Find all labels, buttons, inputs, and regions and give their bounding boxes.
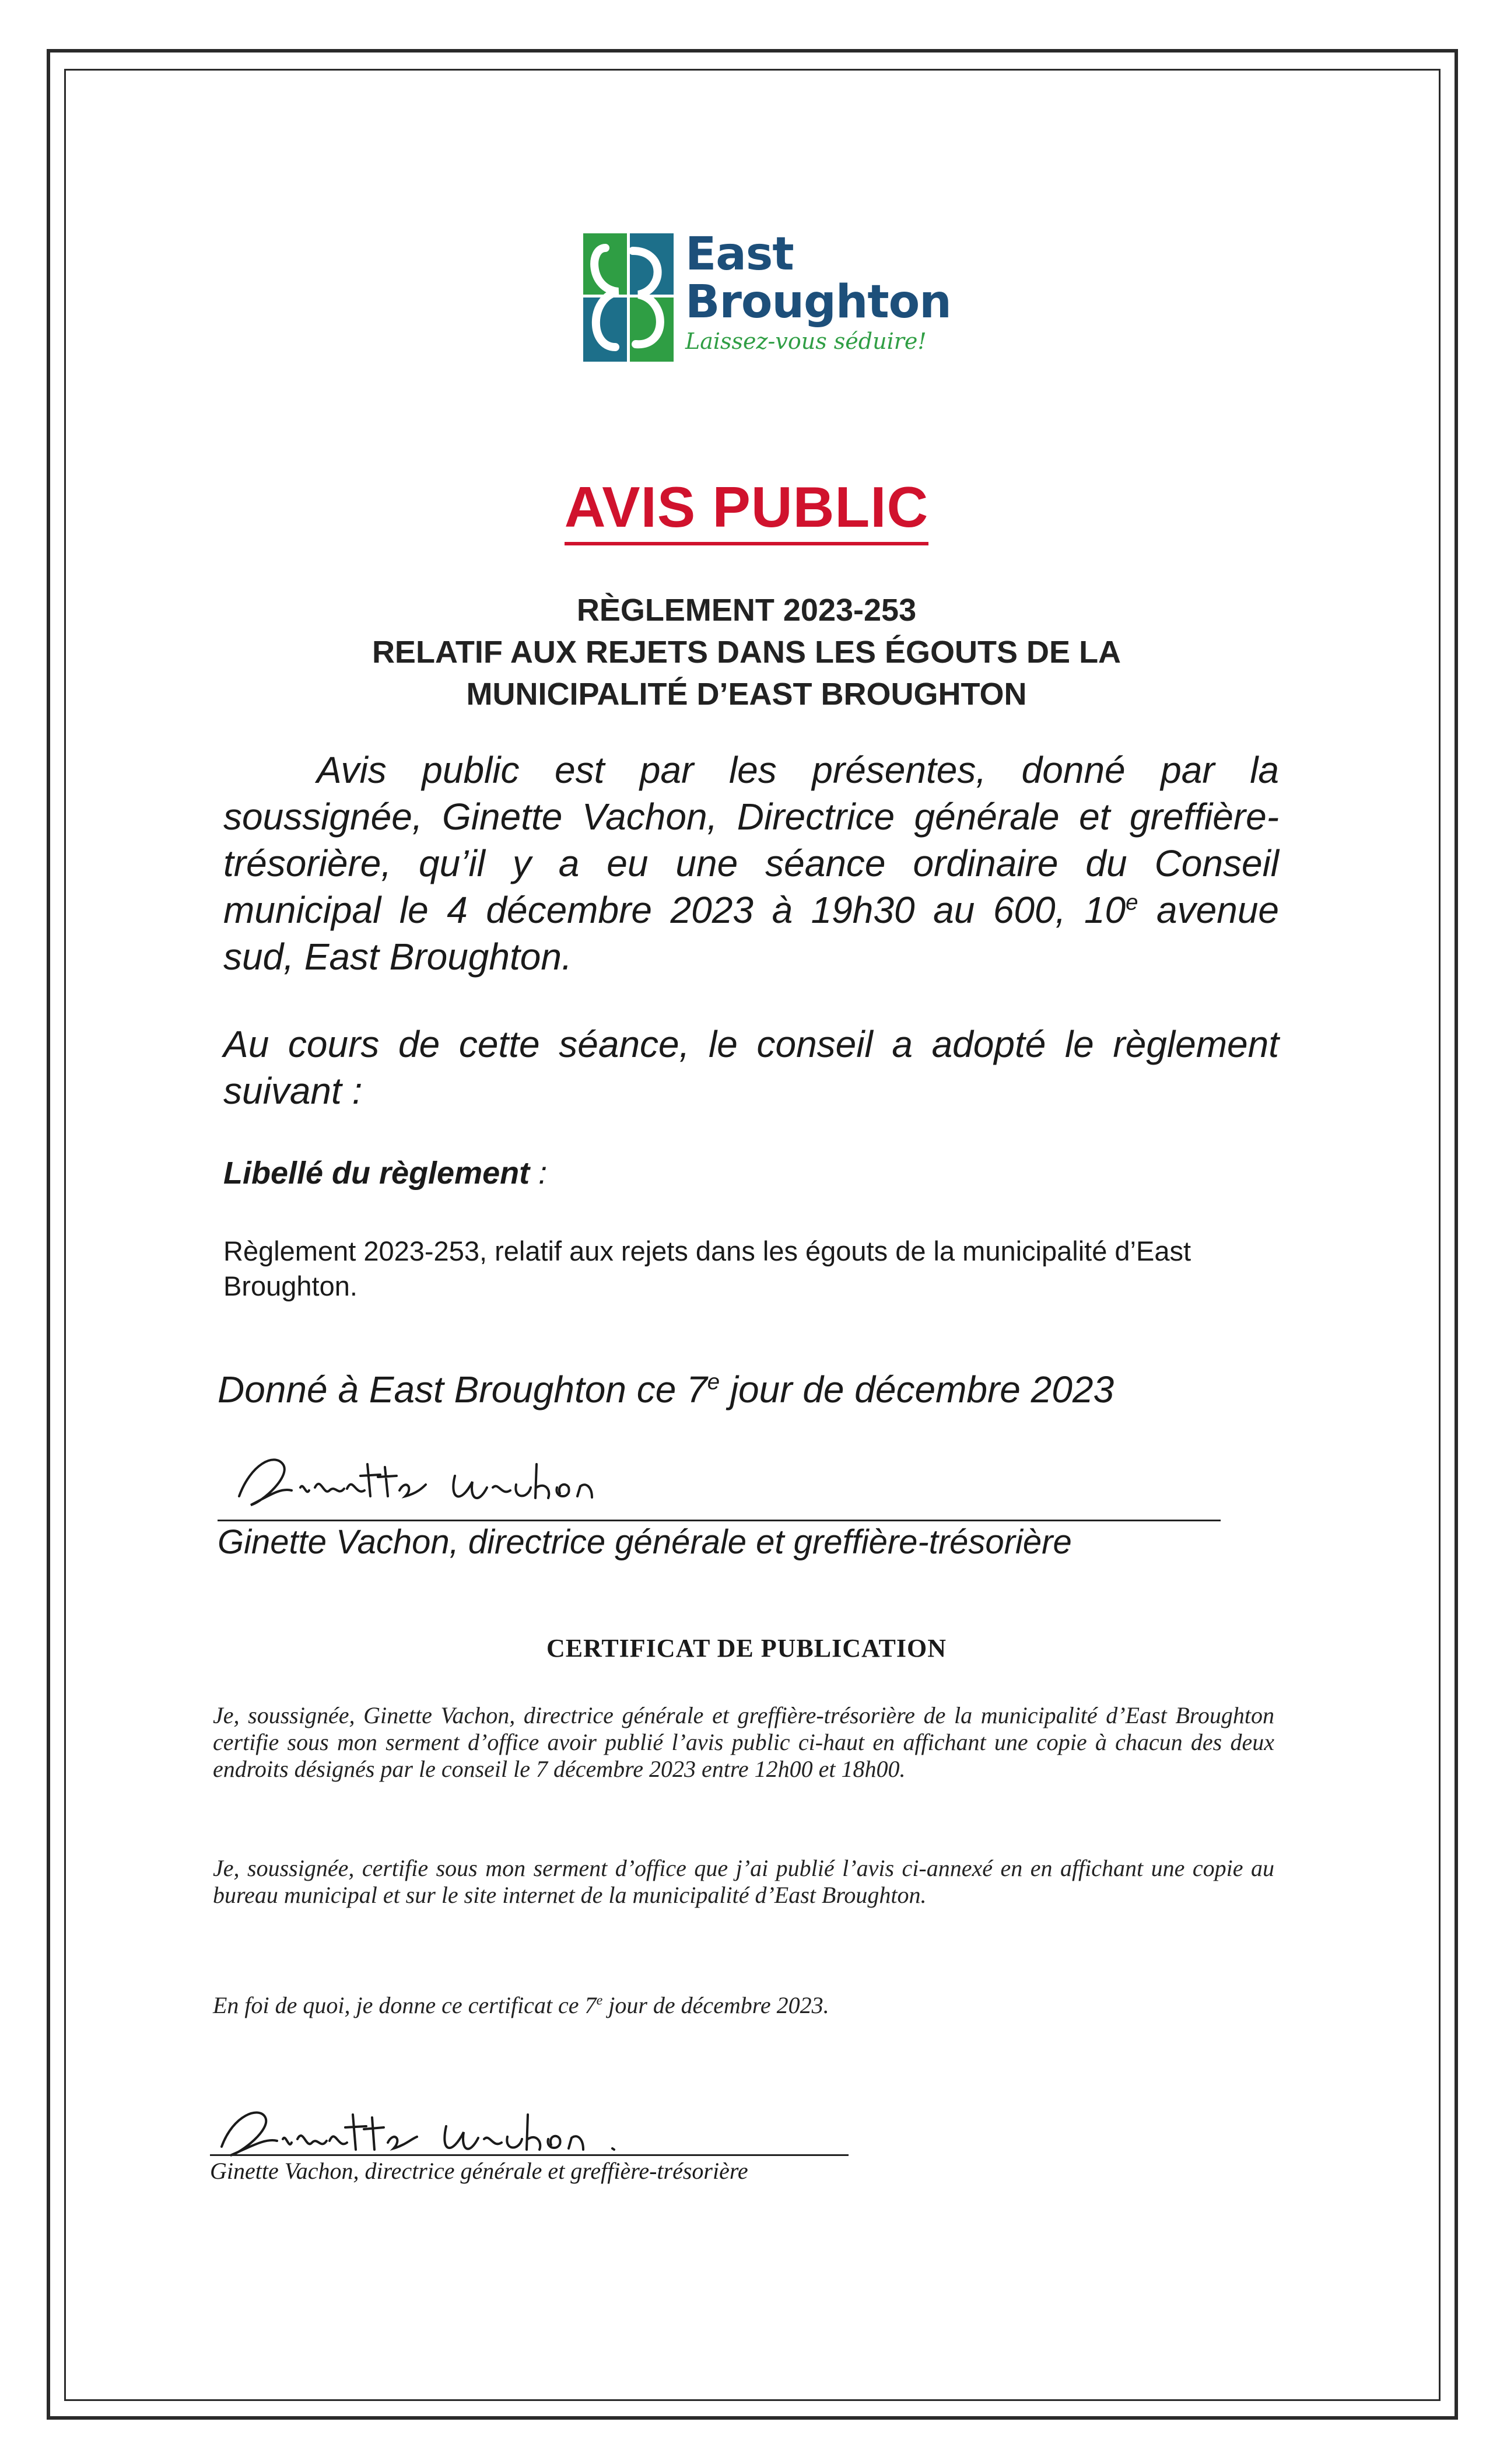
handwritten-signature-2 (210, 2097, 630, 2161)
notice-paragraph-1 (223, 747, 1279, 980)
certificate-paragraph-3 (213, 1992, 1274, 2019)
heading-line-1: RÈGLEMENT 2023-253 (576, 593, 917, 628)
regulation-label (223, 1155, 547, 1191)
signature-line-2 (210, 2154, 849, 2156)
cert-para3-part-b: jour de décembre 2023. (602, 1992, 829, 2018)
certificate-paragraph-1: Je, soussignée, Ginette Vachon, directrice générale et greffière-trésorière de la municipalité d’East Broughton certifie sous mon serment d’office avoir publié l’avis public ci-haut en affichant une copie à chacun des deux endroits désignés par le conseil le 7 décembre 2023 entre 12h00 et 18h00. (213, 1702, 1274, 1782)
regulation-label-text: Libellé du règlement (223, 1156, 530, 1191)
heading-line-3: MUNICIPALITÉ D’EAST BROUGHTON (466, 677, 1027, 712)
regulation-text: Règlement 2023-253, relatif aux rejets dans les égouts de la municipalité d’East Broughton. (223, 1236, 1191, 1301)
signatory-name-1: Ginette Vachon, directrice générale et greffière-trésorière (218, 1523, 1072, 1561)
regulation-label-colon: : (530, 1156, 548, 1191)
para1-part-a: Avis public est par les présentes, donné par la soussignée, Ginette Vachon, Directrice générale et greffière-trésorière, qu’il y a eu une séance ordinaire du Conseil municipal le 4 décembre 2023 à 19h30 au 600, 10 (223, 749, 1279, 931)
logo-tagline: Laissez-vous séduire! (685, 328, 927, 354)
cert-para3-part-a: En foi de quoi, je donne ce certificat ce 7 (213, 1992, 597, 2018)
east-broughton-logo (583, 230, 956, 365)
regulation-heading (0, 589, 1493, 715)
signature-line-1 (218, 1520, 1221, 1521)
logo-mark-icon (583, 233, 674, 362)
given-date (218, 1368, 1114, 1411)
para1-part-b: avenue sud, East Broughton. (223, 889, 1280, 978)
given-part-a: Donné à East Broughton ce 7 (218, 1368, 707, 1410)
cert-para3-superscript: e (596, 1993, 603, 2008)
para1-superscript: e (1126, 890, 1138, 915)
logo-line-east: East (685, 228, 794, 281)
heading-line-2: RELATIF AUX REJETS DANS LES ÉGOUTS DE LA (372, 635, 1121, 670)
certificate-paragraph-2: Je, soussignée, certifie sous mon serment d’office que j’ai publié l’avis ci-annexé en en affichant une copie au bureau municipal et sur le site internet de la municipalité d’East Broughton. (213, 1855, 1274, 1908)
notice-title (0, 475, 1493, 545)
notice-paragraph-2: Au cours de cette séance, le conseil a adopté le règlement suivant : (223, 1023, 1279, 1112)
handwritten-signature-1 (227, 1441, 636, 1517)
certificate-title: CERTIFICAT DE PUBLICATION (546, 1634, 947, 1662)
given-superscript: e (707, 1369, 720, 1395)
logo-wordmark (685, 230, 951, 354)
signatory-name-2: Ginette Vachon, directrice générale et greffière-trésorière (210, 2158, 748, 2184)
given-part-b: jour de décembre 2023 (720, 1368, 1115, 1410)
notice-title-text: AVIS PUBLIC (565, 475, 928, 545)
logo-line-broughton: Broughton (685, 276, 951, 328)
